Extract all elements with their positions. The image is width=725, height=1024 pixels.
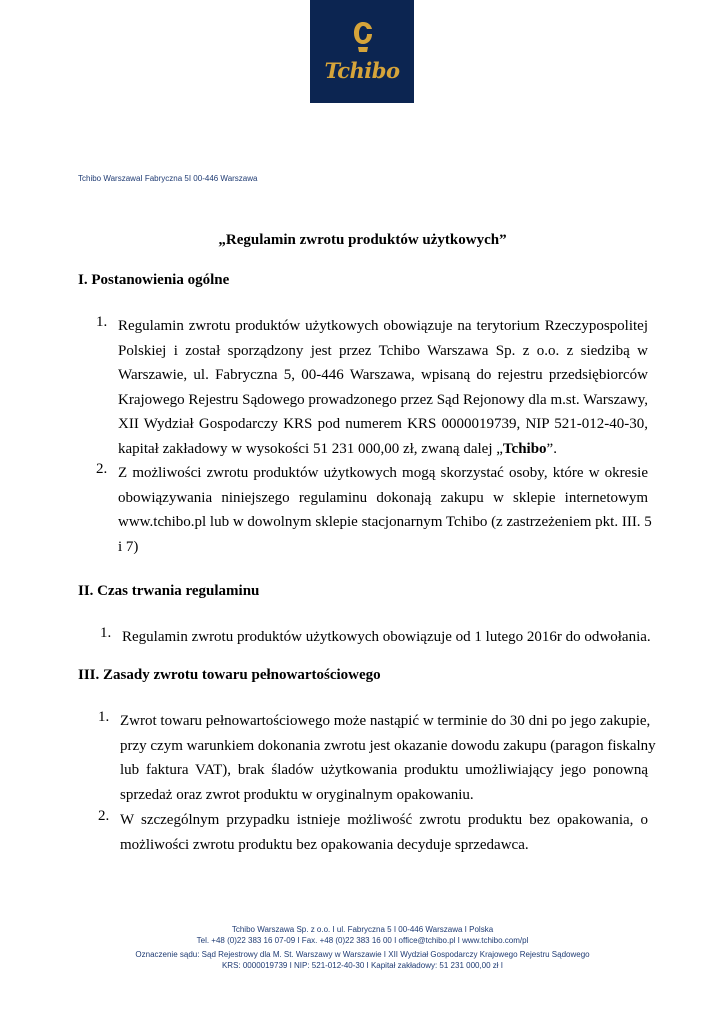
text-line-end: ”. (546, 440, 557, 457)
footer-court-line: Oznaczenie sądu: Sąd Rejestrowy dla M. St. Warszawy w Warszawie I XII Wydział Gospodarczy Krajowego Rejestru Sądowego (135, 950, 590, 959)
text-line: lub faktura VAT), brak śladów użytkowania produktu umożliwiający jego ponowną (120, 762, 648, 778)
text-line: Polskiej i został sporządzony jest przez Tchibo Warszawa Sp. z o.o. z siedzibą w (118, 342, 648, 359)
footer-contact-line: Tel. +48 (0)22 383 16 07-09 I Fax. +48 (0)22 383 16 00 I office@tchibo.pl I www.tchibo.com/pl (196, 936, 529, 945)
text-line: Krajowego Rejestru Sądowego prowadzonego przez Sąd Rejonowy dla m.st. Warszawy, (118, 391, 648, 408)
text-line: możliwości zwrotu produktu bez opakowania decyduje sprzedawca. (120, 836, 529, 853)
document-title: „Regulamin zwrotu produktów użytkowych” (218, 232, 507, 248)
logo-wordmark: Tchibo (324, 58, 400, 83)
text-line (118, 437, 648, 462)
footer-company-line: Tchibo Warszawa Sp. z o.o. I ul. Fabryczna 5 I 00-446 Warszawa I Polska (231, 925, 494, 934)
text-line: W szczególnym przypadku istnieje możliwość zwrotu produktu bez opakowania, o (120, 812, 648, 828)
text-line: Regulamin zwrotu produktów użytkowych obowiązuje od 1 lutego 2016r do odwołania. (122, 629, 651, 645)
company-short-name: Tchibo (502, 440, 547, 457)
text-line: sprzedaż oraz zwrot produktu w oryginalnym opakowaniu. (120, 786, 474, 803)
tchibo-logo (310, 0, 414, 103)
text-line: Regulamin zwrotu produktów użytkowych obowiązuje na terytorium Rzeczypospolitej (118, 318, 648, 334)
section-heading-1: I. Postanowienia ogólne (78, 272, 230, 288)
coffee-cup-icon (352, 20, 374, 54)
text-line-start: kapitał zakładowy w wysokości 51 231 000,00 zł, zwaną dalej „ (118, 440, 503, 457)
footer-registry-line: KRS: 0000019739 I NIP: 521-012-40-30 I Kapitał zakładowy: 51 231 000,00 zł I (221, 961, 504, 970)
text-line: Zwrot towaru pełnowartościowego może nastąpić w terminie do 30 dni po jego zakupie, (120, 713, 651, 729)
item-number: 1. (100, 625, 112, 641)
item-number: 2. (98, 808, 110, 824)
item-number: 2. (96, 461, 108, 477)
item-number: 1. (96, 314, 108, 330)
text-line: przy czym warunkiem dokonania zwrotu jest okazanie dowodu zakupu (paragon fiskalny (120, 737, 656, 754)
text-line: obowiązywania niniejszego regulaminu dokonają zakupu w sklepie internetowym (118, 489, 648, 506)
item-number: 1. (98, 709, 110, 725)
text-line: XII Wydział Gospodarczy KRS pod numerem KRS 0000019739, NIP 521-012-40-30, (118, 416, 648, 432)
section-heading-3: III. Zasady zwrotu towaru pełnowartościowego (78, 667, 381, 683)
header-address: Tchibo WarszawaI Fabryczna 5I 00-446 Warszawa (78, 174, 258, 183)
text-line: i 7) (118, 538, 139, 555)
text-line: Z możliwości zwrotu produktów użytkowych mogą skorzystać osoby, które w okresie (118, 465, 648, 481)
text-line: www.tchibo.pl lub w dowolnym sklepie stacjonarnym Tchibo (z zastrzeżeniem pkt. III. 5 (118, 514, 652, 530)
section-heading-2: II. Czas trwania regulaminu (78, 583, 260, 599)
text-line: Warszawie, ul. Fabryczna 5, 00-446 Warszawa, wpisaną do rejestru przedsiębiorców (118, 367, 648, 383)
